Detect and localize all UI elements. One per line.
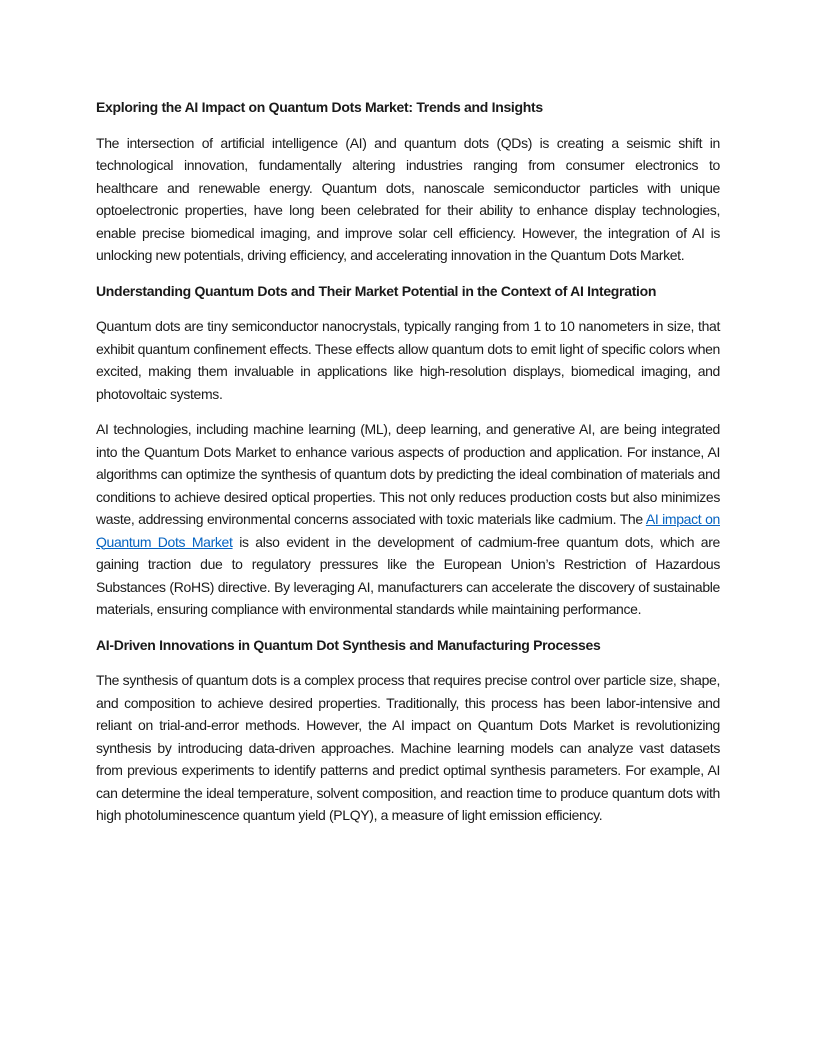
intro-paragraph: The intersection of artificial intelligence (AI) and quantum dots (QDs) is creating a seismic shift in technological innovation, fundamentally altering industries ranging from consumer electronics to healthcare and renewable energy. Quantum dots, nanoscale semiconductor particles with unique optoelectronic properties, have long been celebrated for their ability to enhance display technologies, enable precise biomedical imaging, and improve solar cell efficiency. However, the integration of AI is unlocking new potentials, driving efficiency, and accelerating innovation in the Quantum Dots Market.	[96, 134, 720, 263]
document-page	[96, 96, 720, 840]
document-title: Exploring the AI Impact on Quantum Dots Market: Trends and Insights	[96, 99, 543, 115]
section-heading: Understanding Quantum Dots and Their Market Potential in the Context of AI Integration	[96, 282, 657, 299]
section-heading: AI-Driven Innovations in Quantum Dot Synthesis and Manufacturing Processes	[96, 636, 601, 653]
paragraph: The synthesis of quantum dots is a complex process that requires precise control over particle size, shape, and composition to achieve desired properties. Traditionally, this process has been labor-intensive and reliant on trial-and-error methods. However, the AI impact on Quantum Dots Market is revolutionizing synthesis by introducing data-driven approaches. Machine learning models can analyze vast datasets from previous experiments to identify patterns and predict optimal synthesis parameters. For example, AI can determine the ideal temperature, solvent composition, and reaction time to produce quantum dots with high photoluminescence quantum yield (PLQY), a measure of light emission efficiency.	[96, 672, 720, 823]
paragraph	[96, 418, 720, 621]
paragraph-text: is also evident in the development of cadmium-free quantum dots, which are gaining traction due to regulatory pressures like the European Union’s Restriction of Hazardous Substances (RoHS) directive. By leveraging AI, manufacturers can accelerate the discovery of sustainable materials, ensuring compliance with environmental standards while maintaining performance.	[96, 533, 720, 617]
paragraph-text: AI technologies, including machine learning (ML), deep learning, and generative AI, are being integrated into the Quantum Dots Market to enhance various aspects of production and application. For instance, AI algorithms can optimize the synthesis of quantum dots by predicting the ideal combination of materials and conditions to achieve desired optical properties. This not only reduces production costs but also minimizes waste, addressing environmental concerns associated with toxic materials like cadmium. The	[96, 421, 720, 527]
paragraph: Quantum dots are tiny semiconductor nanocrystals, typically ranging from 1 to 10 nanometers in size, that exhibit quantum confinement effects. These effects allow quantum dots to emit light of specific colors when excited, making them invaluable in applications like high-resolution displays, biomedical imaging, and photovoltaic systems.	[96, 318, 720, 402]
ai-impact-link[interactable]: AI impact on Quantum Dots Market	[96, 511, 720, 550]
